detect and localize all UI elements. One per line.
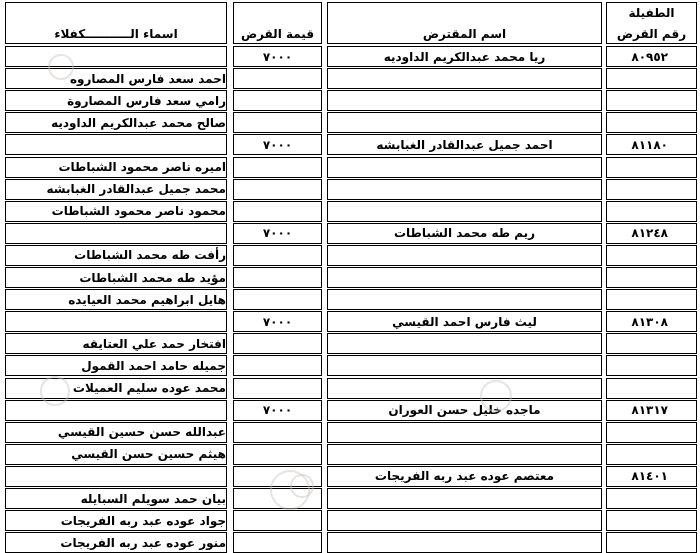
borrower-empty — [327, 90, 602, 111]
borrower-empty — [327, 422, 602, 443]
guarantor-name-text: صالح محمد عبدالكريم الداوديه — [51, 115, 226, 130]
guarantor-name-text: هايل ابراهيم محمد العيايده — [68, 292, 226, 307]
loan-amount-text: ٧٠٠٠ — [262, 226, 293, 241]
guarantor-name-text: بيان حمد سويلم السبايله — [80, 491, 226, 506]
guarantor-name — [5, 68, 227, 89]
loan-no-empty — [606, 179, 697, 200]
guarantor-name — [5, 112, 227, 133]
loan-amount — [233, 223, 322, 244]
amount-empty — [233, 68, 322, 89]
amount-empty — [233, 378, 322, 399]
loan-amount-text: ٧٠٠٠ — [262, 49, 293, 64]
stamp-watermark — [40, 376, 70, 406]
loan-no-empty — [606, 245, 697, 266]
stamp-watermark — [290, 474, 314, 498]
guarantor-name-text: احمد سعد فارس المصاروه — [69, 71, 226, 86]
stamp-watermark — [48, 54, 74, 80]
amount-empty — [233, 157, 322, 178]
loan-amount — [233, 400, 322, 421]
amount-empty — [233, 422, 322, 443]
borrower-empty — [327, 245, 602, 266]
guarantors-header: اسماء الـــــــــــكفلاء — [54, 27, 178, 41]
stamp-watermark — [480, 380, 512, 412]
guarantor-name — [5, 378, 227, 399]
borrower-name — [327, 46, 602, 67]
loan-no-empty — [606, 112, 697, 133]
amount-empty — [233, 90, 322, 111]
borrower-name-text: ريا محمد عبدالكريم الداوديه — [383, 49, 546, 64]
loan-no-empty — [606, 488, 697, 509]
guarantor-empty — [5, 311, 227, 332]
amount-empty — [233, 355, 322, 376]
amount-header: قيمة القرض — [240, 27, 315, 41]
borrower-name — [327, 134, 602, 155]
borrower-empty — [327, 68, 602, 89]
amount-empty — [233, 245, 322, 266]
borrower-name-text: احمد جميل عبدالقادر الغبابشه — [376, 137, 553, 152]
guarantor-name — [5, 201, 227, 222]
loan-no-empty — [606, 378, 697, 399]
amount-empty — [233, 333, 322, 354]
loan-no-empty — [606, 422, 697, 443]
guarantor-name — [5, 510, 227, 531]
borrower-empty — [327, 112, 602, 133]
loan-number-text: ٨١١٨٠ — [631, 137, 668, 152]
guarantor-name-text: منور عوده عبد ربه الفريجات — [60, 535, 226, 550]
loan-amount — [233, 311, 322, 332]
loan-number — [606, 311, 697, 332]
borrower-name-text: ماجده خليل حسن العوران — [388, 403, 541, 418]
loan-amount — [233, 46, 322, 67]
loan-no-empty — [606, 355, 697, 376]
loan-number — [606, 46, 697, 67]
guarantor-name-text: هيثم حسين حسن القيسي — [71, 447, 226, 462]
guarantor-name-text: جواد عوده عبد ربه الفريجات — [60, 513, 226, 528]
loan-amount — [233, 134, 322, 155]
loan-number — [606, 134, 697, 155]
loan-amount-text: ٧٠٠٠ — [262, 137, 293, 152]
borrower-empty — [327, 355, 602, 376]
borrower-empty — [327, 289, 602, 310]
guarantor-name — [5, 289, 227, 310]
amount-empty — [233, 179, 322, 200]
loan-number — [606, 466, 697, 487]
guarantor-name — [5, 179, 227, 200]
loan-number — [606, 400, 697, 421]
guarantor-name — [5, 444, 227, 465]
loan-number-text: ٨٠٩٥٢ — [631, 49, 668, 64]
borrower-name — [327, 400, 602, 421]
borrower-name — [327, 466, 602, 487]
amount-empty — [233, 510, 322, 531]
borrower-empty — [327, 333, 602, 354]
loan-no-empty — [606, 68, 697, 89]
guarantor-name-text: محمد جميل عبدالقادر الغبابشه — [46, 182, 226, 197]
guarantor-name — [5, 488, 227, 509]
borrower-name — [327, 311, 602, 332]
loan-amount-text: ٧٠٠٠ — [262, 403, 293, 418]
loan-no-empty — [606, 90, 697, 111]
loan-no-empty — [606, 267, 697, 288]
guarantor-name-text: رأفت طه محمد الشباطات — [74, 248, 226, 263]
borrower-empty — [327, 444, 602, 465]
loan-number-text: ٨١٢٤٨ — [631, 226, 668, 241]
guarantor-name-text: رامي سعد فارس المصاروة — [67, 93, 226, 108]
guarantor-name-text: محمود ناصر محمود الشباطات — [51, 204, 226, 219]
guarantor-name-text: جميله حامد احمد القمول — [81, 358, 226, 373]
loan-number — [606, 223, 697, 244]
guarantor-name — [5, 90, 227, 111]
amount-empty — [233, 112, 322, 133]
loan-no-empty — [606, 444, 697, 465]
guarantor-name-text: اميره ناصر محمود الشباطات — [58, 160, 226, 175]
guarantor-empty — [5, 400, 227, 421]
guarantor-name — [5, 157, 227, 178]
loan-no-header: رقم القرض — [616, 27, 687, 41]
loan-amount-text: ٧٠٠٠ — [262, 314, 293, 329]
borrower-name-text: ريم طه محمد الشباطات — [393, 226, 536, 241]
borrower-empty — [327, 488, 602, 509]
guarantor-name-text: مؤيد طه محمد الشباطات — [79, 270, 226, 285]
guarantor-name — [5, 267, 227, 288]
borrower-header: اسم المقترض — [422, 27, 507, 41]
guarantor-name-text: محمد عوده سليم العميلات — [72, 381, 226, 396]
guarantor-name — [5, 245, 227, 266]
guarantor-name — [5, 333, 227, 354]
borrower-empty — [327, 510, 602, 531]
loan-number-text: ٨١٣٠٨ — [631, 314, 668, 329]
loan-number-text: ٨١٤٠١ — [631, 469, 668, 484]
amount-empty — [233, 289, 322, 310]
amount-empty — [233, 267, 322, 288]
loan-no-empty — [606, 333, 697, 354]
category-label: الطفيلة — [628, 6, 675, 20]
borrower-name — [327, 223, 602, 244]
loan-no-empty — [606, 157, 697, 178]
amount-empty — [233, 201, 322, 222]
guarantor-empty — [5, 46, 227, 67]
borrower-empty — [327, 201, 602, 222]
loan-number-text: ٨١٣١٧ — [631, 403, 668, 418]
borrower-empty — [327, 157, 602, 178]
guarantor-empty — [5, 466, 227, 487]
loan-no-empty — [606, 289, 697, 310]
loan-no-empty — [606, 510, 697, 531]
guarantor-name-text: افتخار حمد علي العتايقه — [82, 336, 226, 351]
guarantor-empty — [5, 223, 227, 244]
borrower-name-text: ليث فارس احمد القيسي — [392, 314, 537, 329]
guarantor-name-text: عبدالله حسن حسين القيسي — [57, 425, 226, 440]
borrower-empty — [327, 267, 602, 288]
borrower-empty — [327, 179, 602, 200]
borrower-name-text: معتصم عوده عبد ربه الفريجات — [374, 469, 555, 484]
guarantor-empty — [5, 134, 227, 155]
loan-no-empty — [606, 201, 697, 222]
borrower-empty — [327, 378, 602, 399]
guarantor-name — [5, 355, 227, 376]
amount-empty — [233, 444, 322, 465]
guarantor-name — [5, 422, 227, 443]
